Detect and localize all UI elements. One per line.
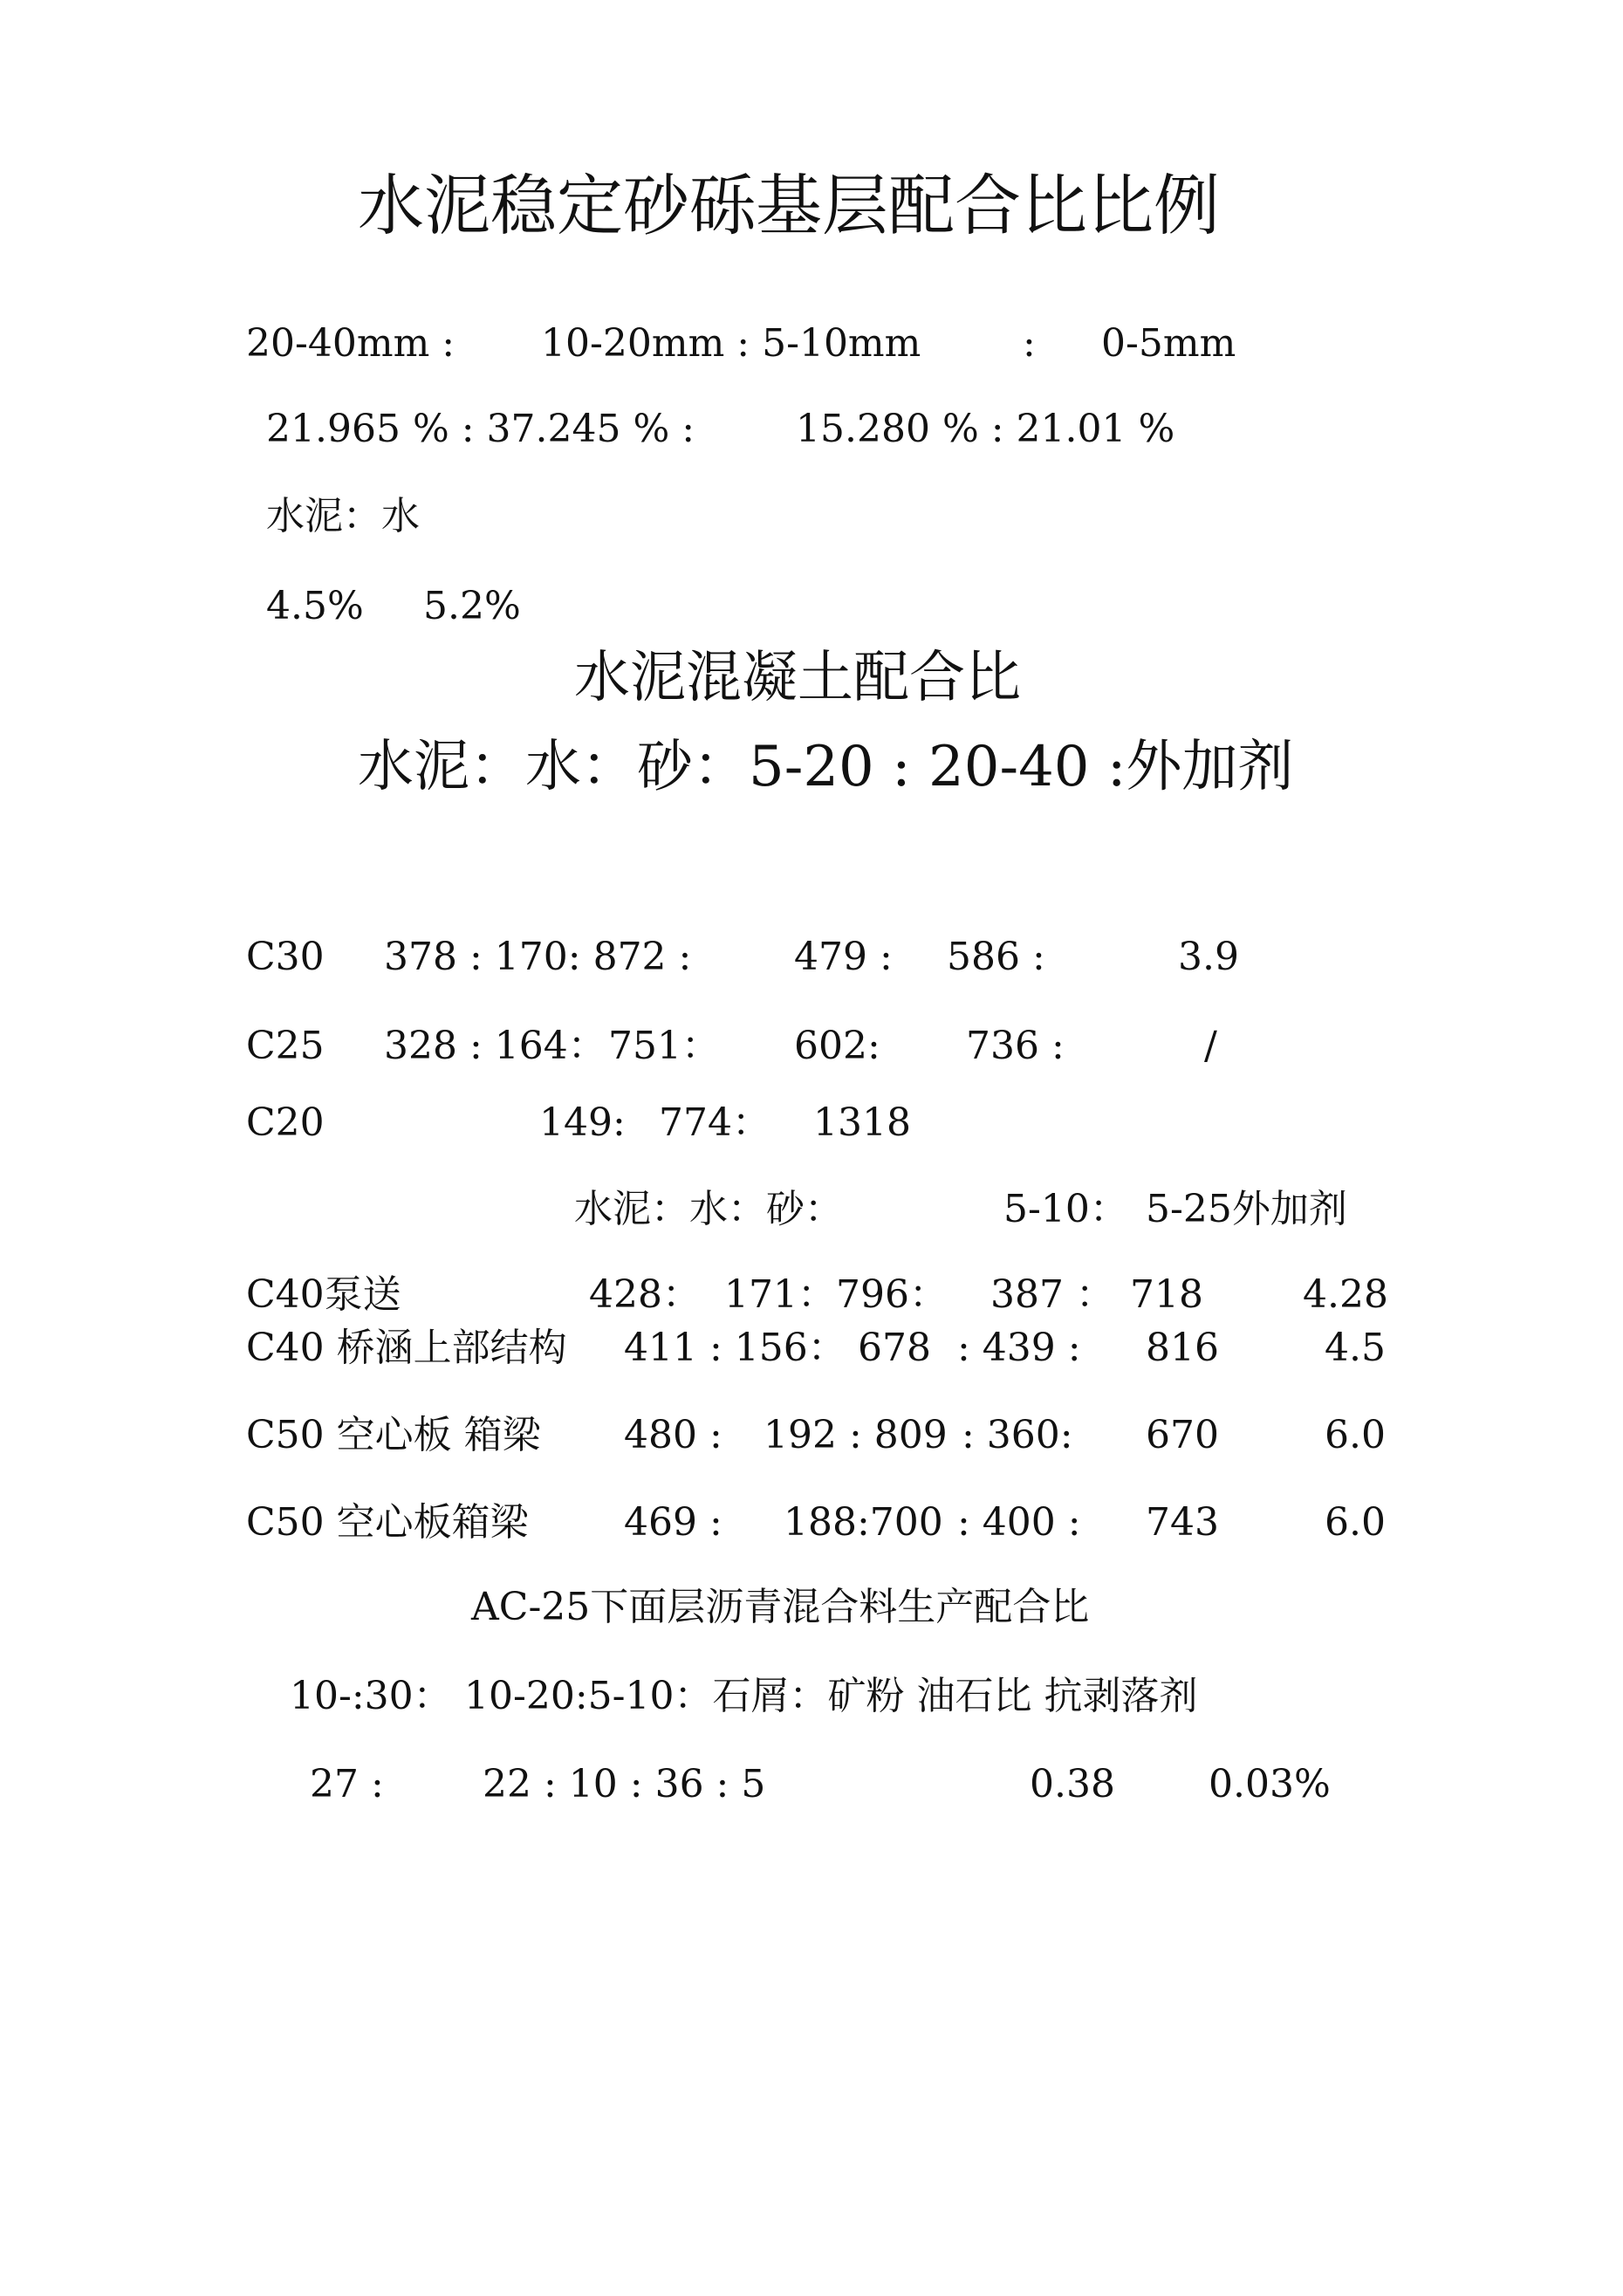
row-c50-a-cell: 192 : 809 <box>764 1413 948 1457</box>
row-c25-cell: 602: <box>794 1024 880 1068</box>
row-c40-bridge-cell: 411 : 156： <box>624 1326 846 1370</box>
row-c30-grade: C30 <box>246 935 325 979</box>
row-c40-bridge-cell: 4.5 <box>1325 1326 1386 1370</box>
row-c50-b-cell: 469 : <box>624 1500 722 1545</box>
row-c20-cell: 149: <box>539 1100 626 1145</box>
row-c25-cell: 328 : 164： <box>384 1024 606 1068</box>
asphalt-title: AC-25下面层沥青混合料生产配合比 <box>471 1585 1090 1629</box>
row-c40-pump-grade: C40泵送 <box>246 1272 401 1317</box>
row-c50-b-cell: 6.0 <box>1325 1500 1386 1545</box>
row-c40-bridge-cell: 678 <box>858 1326 931 1370</box>
row-c50-a-cell: 480 : <box>624 1413 722 1457</box>
concrete-header-2: 水泥：水：砂： <box>574 1187 843 1231</box>
row-c40-pump-cell: 387 ： <box>990 1272 1114 1317</box>
concrete-header: 水泥：水：砂：5-20 : 20-40 :外加剂 <box>358 735 1294 799</box>
row-c50-b-grade: C50 空心板箱梁 <box>246 1500 529 1545</box>
row-c25-cell: / <box>1204 1024 1217 1068</box>
row-c40-pump-cell: 428： <box>589 1272 701 1317</box>
row-c50-a-cell: 670 <box>1146 1413 1219 1457</box>
gravel-grade-2: 10-20mm : 5-10mm <box>541 321 921 366</box>
asphalt-header: 10-:30： <box>290 1674 452 1718</box>
row-c50-a-cell: 6.0 <box>1325 1413 1386 1457</box>
row-c50-a-cell: : 360: <box>962 1413 1073 1457</box>
row-c25-cell: 736 : <box>966 1024 1065 1068</box>
row-c40-bridge-grade: C40 桥涵上部结构 <box>246 1326 567 1370</box>
asphalt-value: 0.38 <box>1030 1762 1115 1806</box>
cement-value: 4.5% <box>266 584 364 628</box>
row-c25-grade: C25 <box>246 1024 325 1068</box>
row-c50-b-cell: 743 <box>1146 1500 1219 1545</box>
page-title: 水泥稳定砂砾基层配合比比例 <box>358 167 1220 244</box>
row-c20-cell: 774： <box>659 1100 770 1145</box>
concrete-header-2: 5-25外加剂 <box>1146 1187 1347 1231</box>
row-c30-cell: 378 : 170: 872 : <box>384 935 692 979</box>
row-c25-cell: 751： <box>608 1024 720 1068</box>
row-c40-bridge-cell: 816 <box>1146 1326 1219 1370</box>
water-value: 5.2% <box>423 584 521 628</box>
asphalt-header: 10-20:5-10：石屑：矿粉 油石比 抗剥落剂 <box>464 1674 1198 1718</box>
cement-water-label: 水泥：水 <box>266 494 420 538</box>
gravel-percent-1: 21.965 % : 37.245 % : <box>266 407 695 451</box>
row-c30-cell: 586 : <box>947 935 1045 979</box>
row-c40-pump-cell: 718 <box>1130 1272 1203 1317</box>
row-c50-a-grade: C50 空心板 箱梁 <box>246 1413 541 1457</box>
gravel-grade-colon: : <box>1023 321 1036 366</box>
concrete-header-2: 5-10： <box>1003 1187 1128 1231</box>
row-c50-b-cell: 188:700 <box>784 1500 943 1545</box>
row-c40-pump-cell: 4.28 <box>1303 1272 1388 1317</box>
gravel-grade-1: 20-40mm : <box>246 321 455 366</box>
row-c40-bridge-cell: : 439 : <box>957 1326 1081 1370</box>
row-c30-cell: 479 : <box>794 935 893 979</box>
row-c50-b-cell: : 400 : <box>957 1500 1081 1545</box>
row-c40-pump-cell: 171：796： <box>724 1272 948 1317</box>
asphalt-value: 0.03% <box>1209 1762 1331 1806</box>
asphalt-value: 22 : 10 : 36 : 5 <box>483 1762 766 1806</box>
asphalt-value: 27 : <box>310 1762 384 1806</box>
gravel-percent-2: 15.280 % : 21.01 % <box>796 407 1175 451</box>
gravel-grade-4: 0-5mm <box>1101 321 1236 366</box>
row-c30-cell: 3.9 <box>1178 935 1239 979</box>
row-c20-grade: C20 <box>246 1100 325 1145</box>
row-c20-cell: 1318 <box>813 1100 911 1145</box>
concrete-title: 水泥混凝土配合比 <box>574 646 1021 710</box>
